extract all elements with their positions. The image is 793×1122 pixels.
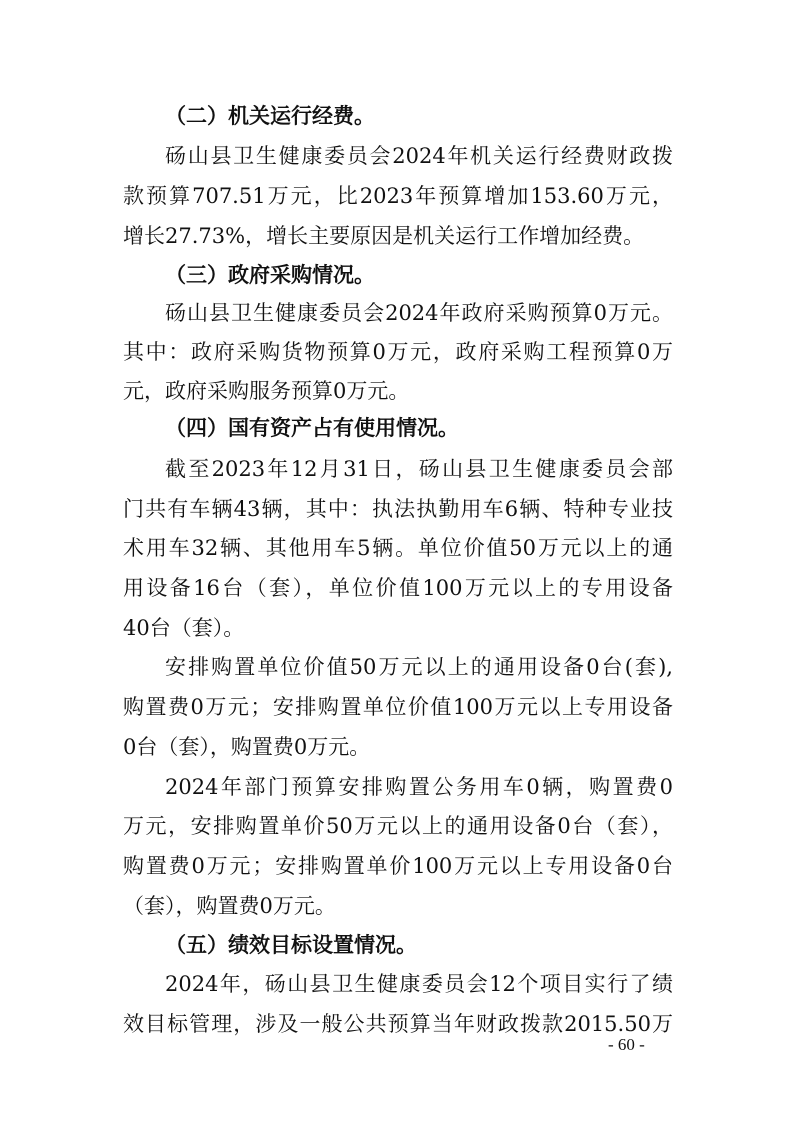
- section-heading: （二）机关运行经费。: [165, 103, 375, 128]
- page-number: - 60 -: [608, 1035, 645, 1054]
- paragraph-line: 元，政府采购服务预算0万元。: [123, 379, 410, 403]
- paragraph-line: 门共有车辆43辆，其中：执法执勤用车6辆、特种专业技: [123, 497, 673, 521]
- paragraph-line: 术用车32辆、其他用车5辆。单位价值50万元以上的通: [123, 536, 673, 560]
- paragraph-line: 0台（套），购置费0万元。: [123, 735, 371, 759]
- paragraph-line: 安排购置单位价值50万元以上的通用设备0台(套),: [165, 655, 673, 679]
- paragraph-line: 其中：政府采购货物预算0万元，政府采购工程预算0万: [123, 340, 673, 364]
- paragraph-line: 效目标管理，涉及一般公共预算当年财政拨款2015.50万: [123, 1012, 673, 1036]
- paragraph-line: 截至2023年12月31日，砀山县卫生健康委员会部: [165, 457, 673, 481]
- section-heading: （三）政府采购情况。: [165, 262, 375, 287]
- paragraph-line: 2024年，砀山县卫生健康委员会12个项目实行了绩: [165, 972, 673, 996]
- section-heading: （五）绩效目标设置情况。: [165, 932, 417, 957]
- paragraph-line: 万元，安排购置单价50万元以上的通用设备0台（套），: [123, 814, 673, 838]
- paragraph-line: 增长27.73%，增长主要原因是机关运行工作增加经费。: [123, 224, 645, 248]
- paragraph-line: 砀山县卫生健康委员会2024年机关运行经费财政拨: [165, 144, 673, 168]
- paragraph-line: 购置费0万元；安排购置单价100万元以上专用设备0台: [123, 854, 673, 878]
- section-heading: （四）国有资产占有使用情况。: [165, 415, 459, 440]
- paragraph-line: 40台（套）。: [123, 616, 245, 640]
- paragraph-line: 砀山县卫生健康委员会2024年政府采购预算0万元。: [165, 301, 673, 325]
- paragraph-line: （套），购置费0万元。: [123, 894, 336, 918]
- paragraph-line: 款预算707.51万元，比2023年预算增加153.60万元，: [123, 184, 673, 208]
- paragraph-line: 2024年部门预算安排购置公务用车0辆，购置费0: [165, 775, 673, 799]
- paragraph-line: 用设备16台（套），单位价值100万元以上的专用设备: [123, 576, 673, 600]
- paragraph-line: 购置费0万元；安排购置单位价值100万元以上专用设备: [123, 695, 673, 719]
